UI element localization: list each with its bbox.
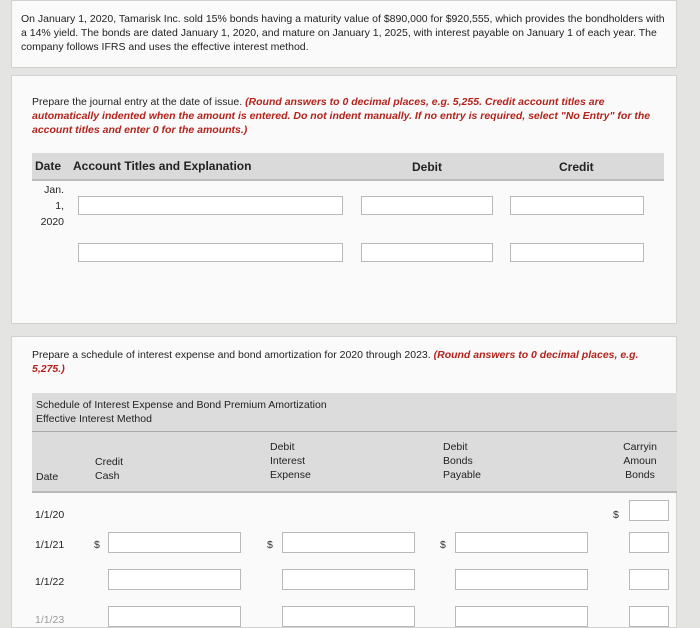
problem-text: On January 1, 2020, Tamarisk Inc. sold 15% bonds having a maturity value of $890,000 for $920,555, which provides the bondholders with a 14% yield. The bonds are dated January 1, 2020, and mature on January 1, 2025, with interest payable on January 1 of each year. The company follows IFRS and uses the effective interest method. (21, 13, 665, 53)
header-credit: Credit (559, 160, 594, 174)
interest-dollar-2: $ (267, 539, 273, 551)
schedule-prompt (32, 348, 652, 376)
col-debit-bonds-header (443, 440, 481, 482)
credit-input-1[interactable] (510, 196, 644, 215)
problem-card (11, 0, 677, 68)
journal-entry-prompt-text: Prepare the journal entry at the date of issue. (32, 96, 243, 108)
schedule-prompt-text: Prepare a schedule of interest expense and bond amortization for 2020 through 2023. (32, 349, 431, 361)
col-debit-interest-line1: Debit (270, 441, 295, 453)
col-debit-bonds-line3: Payable (443, 469, 481, 481)
col-carrying-line3: Bonds (625, 469, 655, 481)
journal-entry-prompt (32, 95, 652, 137)
col-debit-interest-header (270, 440, 311, 482)
col-carrying-line1: Carryin (623, 441, 657, 453)
account-title-input-2[interactable] (78, 243, 343, 262)
col-carrying-header (615, 440, 665, 482)
col-debit-bonds-line2: Bonds (443, 455, 473, 467)
credit-cash-input-4[interactable] (108, 606, 241, 627)
schedule-title: Schedule of Interest Expense and Bond Premium Amortization (36, 399, 327, 411)
col-debit-interest-line3: Expense (270, 469, 311, 481)
account-title-input-1[interactable] (78, 196, 343, 215)
col-debit-bonds-line1: Debit (443, 441, 468, 453)
header-debit: Debit (412, 160, 442, 174)
bonds-payable-input-4[interactable] (455, 606, 588, 627)
credit-cash-input-3[interactable] (108, 569, 241, 590)
col-credit-cash-line2: Cash (95, 470, 120, 482)
row-date-3: 1/1/22 (35, 576, 65, 588)
schedule-instructions: (Round answers to 0 decimal places, e.g. 5,275.) (32, 349, 639, 375)
journal-date (34, 182, 64, 230)
cash-dollar-2: $ (94, 539, 100, 551)
bonds-dollar-2: $ (440, 539, 446, 551)
schedule-header (32, 393, 677, 493)
col-carrying-line2: Amoun (623, 455, 657, 467)
carrying-amount-input-3[interactable] (629, 569, 669, 590)
debit-input-1[interactable] (361, 196, 493, 215)
interest-expense-input-4[interactable] (282, 606, 415, 627)
schedule-divider (32, 431, 677, 432)
debit-input-2[interactable] (361, 243, 493, 262)
journal-table-header (32, 153, 664, 181)
journal-entry-card (11, 75, 677, 324)
col-date-header: Date (36, 471, 59, 483)
journal-entry-instructions: (Round answers to 0 decimal places, e.g. 5,255. Credit account titles are automatically indented when the amount is entered. Do not indent manually. If no entry is required, select "No Entry" for the account titles and enter 0 for the amounts.) (32, 96, 651, 136)
col-credit-cash-line1: Credit (95, 456, 124, 468)
carrying-amount-input-4[interactable] (629, 606, 669, 627)
journal-date-month: Jan. (44, 184, 64, 196)
interest-expense-input-2[interactable] (282, 532, 415, 553)
header-account-titles: Account Titles and Explanation (73, 159, 252, 173)
credit-cash-input-2[interactable] (108, 532, 241, 553)
journal-date-year: 2020 (40, 216, 64, 228)
bonds-payable-input-2[interactable] (455, 532, 588, 553)
journal-date-day: 1, (55, 200, 64, 212)
header-date: Date (35, 159, 62, 173)
interest-expense-input-3[interactable] (282, 569, 415, 590)
col-debit-interest-line2: Interest (270, 455, 306, 467)
row-date-1: 1/1/20 (35, 509, 65, 521)
row-date-4: 1/1/23 (35, 614, 65, 626)
row-date-2: 1/1/21 (35, 539, 65, 551)
carrying-amount-input-1[interactable] (629, 500, 669, 521)
carrying-dollar-1: $ (613, 509, 619, 521)
schedule-card (11, 336, 677, 628)
credit-input-2[interactable] (510, 243, 644, 262)
col-credit-cash-header (95, 455, 123, 483)
carrying-amount-input-2[interactable] (629, 532, 669, 553)
bonds-payable-input-3[interactable] (455, 569, 588, 590)
schedule-subtitle: Effective Interest Method (36, 413, 152, 425)
